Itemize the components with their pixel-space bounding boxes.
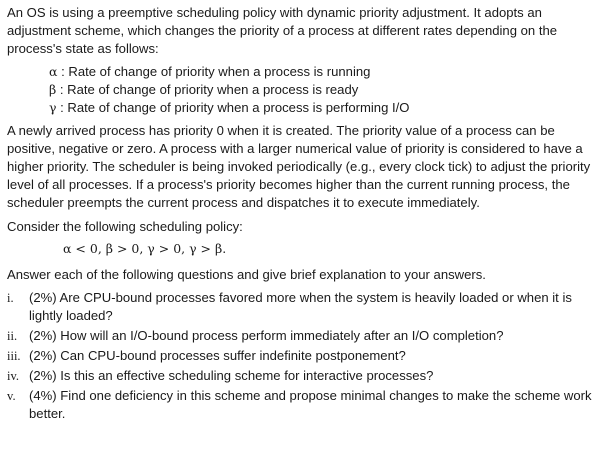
definition-alpha xyxy=(49,63,594,81)
scheduler-description-paragraph: A newly arrived process has priority 0 when it is created. The priority value of a process can be positive, negative or zero. A process with a larger numerical value of priority is considered to have a higher priority. The scheduler is being invoked periodically (e.g., every clock tick) to adjust the priority level of all processes. If a process's priority becomes higher than the current running process, the scheduler preempts the current process and dispatches it to execute immediately. xyxy=(7,123,591,210)
gamma-symbol: γ xyxy=(49,100,57,115)
policy-formula: α < 0, β > 0, γ > 0, γ > β. xyxy=(63,241,227,256)
question-text: (2%) How will an I/O-bound process perform immediately after an I/O completion? xyxy=(29,328,504,343)
question-item-ii xyxy=(7,327,594,345)
question-number: iv. xyxy=(7,369,20,383)
question-item-iv xyxy=(7,367,594,385)
question-text: (4%) Find one deficiency in this scheme and propose minimal changes to make the scheme work better. xyxy=(29,388,592,421)
consider-line: Consider the following scheduling policy: xyxy=(7,219,243,234)
question-number: v. xyxy=(7,389,16,403)
definition-alpha-text: : Rate of change of priority when a process is running xyxy=(61,64,371,79)
definition-gamma-text: : Rate of change of priority when a process is performing I/O xyxy=(60,100,410,115)
question-item-i xyxy=(7,289,594,325)
beta-symbol: β xyxy=(49,82,57,97)
answer-prompt: Answer each of the following questions and give brief explanation to your answers. xyxy=(7,267,486,282)
question-number: iii. xyxy=(7,349,21,363)
question-number: ii. xyxy=(7,329,18,343)
definition-beta xyxy=(49,81,594,99)
definition-beta-text: : Rate of change of priority when a process is ready xyxy=(59,82,359,97)
question-text: (2%) Is this an effective scheduling scheme for interactive processes? xyxy=(29,368,434,383)
intro-paragraph: An OS is using a preemptive scheduling policy with dynamic priority adjustment. It adopts an adjustment scheme, which changes the priority of a process at different rates depending on the process's state as follows: xyxy=(7,5,558,56)
question-item-iii xyxy=(7,347,594,365)
alpha-symbol: α xyxy=(49,64,58,79)
question-number: i. xyxy=(7,291,14,305)
definition-gamma xyxy=(49,99,594,117)
question-list xyxy=(7,289,594,423)
rate-definitions xyxy=(7,63,594,117)
question-item-v xyxy=(7,387,594,423)
question-text: (2%) Can CPU-bound processes suffer indefinite postponement? xyxy=(29,348,406,363)
question-text: (2%) Are CPU-bound processes favored more when the system is heavily loaded or when it is lightly loaded? xyxy=(29,290,572,323)
